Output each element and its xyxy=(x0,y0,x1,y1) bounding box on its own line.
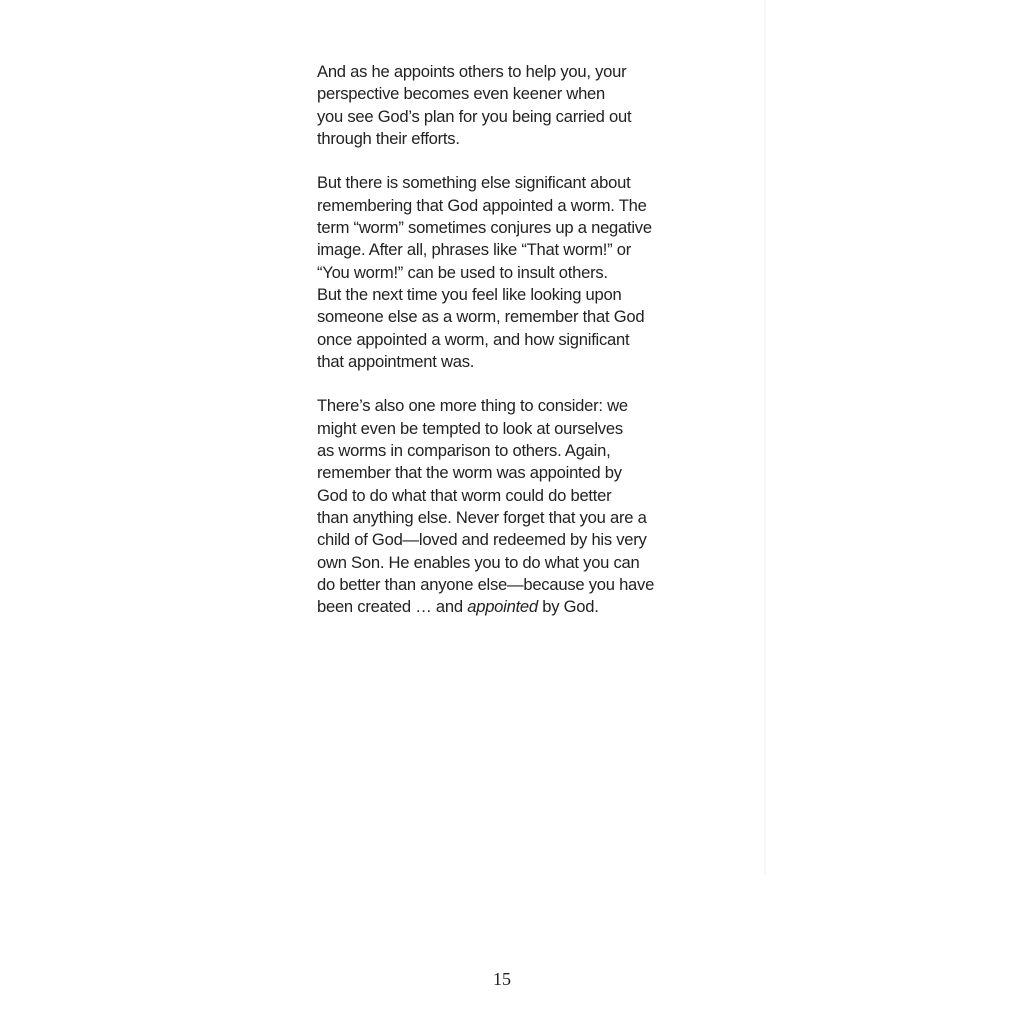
paragraph-2 xyxy=(317,172,707,373)
text-line: God to do what that worm could do better xyxy=(317,485,612,505)
final-line-start: been created … and xyxy=(317,597,468,617)
text-line: do better than anyone else—because you have xyxy=(317,574,655,594)
text-line-final xyxy=(317,596,707,618)
text-line: image. After all, phrases like “That worm!” or xyxy=(317,240,632,260)
text-line: perspective becomes even keener when xyxy=(317,84,606,104)
text-line: But there is something else significant about xyxy=(317,173,631,193)
text-line: But the next time you feel like looking upon xyxy=(317,284,622,304)
emphasis-appointed: appointed xyxy=(467,597,538,617)
text-line: There’s also one more thing to consider: we xyxy=(317,396,628,416)
text-line: that appointment was. xyxy=(317,351,475,371)
text-line: through their efforts. xyxy=(317,128,460,148)
text-line: once appointed a worm, and how significant xyxy=(317,329,630,349)
text-line: “You worm!” can be used to insult others. xyxy=(317,262,608,282)
text-line: someone else as a worm, remember that God xyxy=(317,307,645,327)
text-line: term “worm” sometimes conjures up a negative xyxy=(317,218,652,238)
paragraph-1 xyxy=(317,61,707,150)
text-line: remember that the worm was appointed by xyxy=(317,463,622,483)
text-line: And as he appoints others to help you, your xyxy=(317,62,627,81)
final-line-end: by God. xyxy=(537,597,599,617)
text-line: own Son. He enables you to do what you can xyxy=(317,552,640,572)
paragraph-3 xyxy=(317,395,707,618)
text-line: than anything else. Never forget that you are a xyxy=(317,507,647,527)
page-edge-shadow xyxy=(764,0,766,875)
text-line: remembering that God appointed a worm. The xyxy=(317,195,647,215)
text-line: you see God’s plan for you being carried out xyxy=(317,106,632,126)
text-line: child of God—loved and redeemed by his very xyxy=(317,530,647,550)
page-number: 15 xyxy=(493,969,511,989)
text-line: might even be tempted to look at ourselves xyxy=(317,418,623,438)
text-line: as worms in comparison to others. Again, xyxy=(317,441,611,461)
body-text xyxy=(317,61,707,641)
